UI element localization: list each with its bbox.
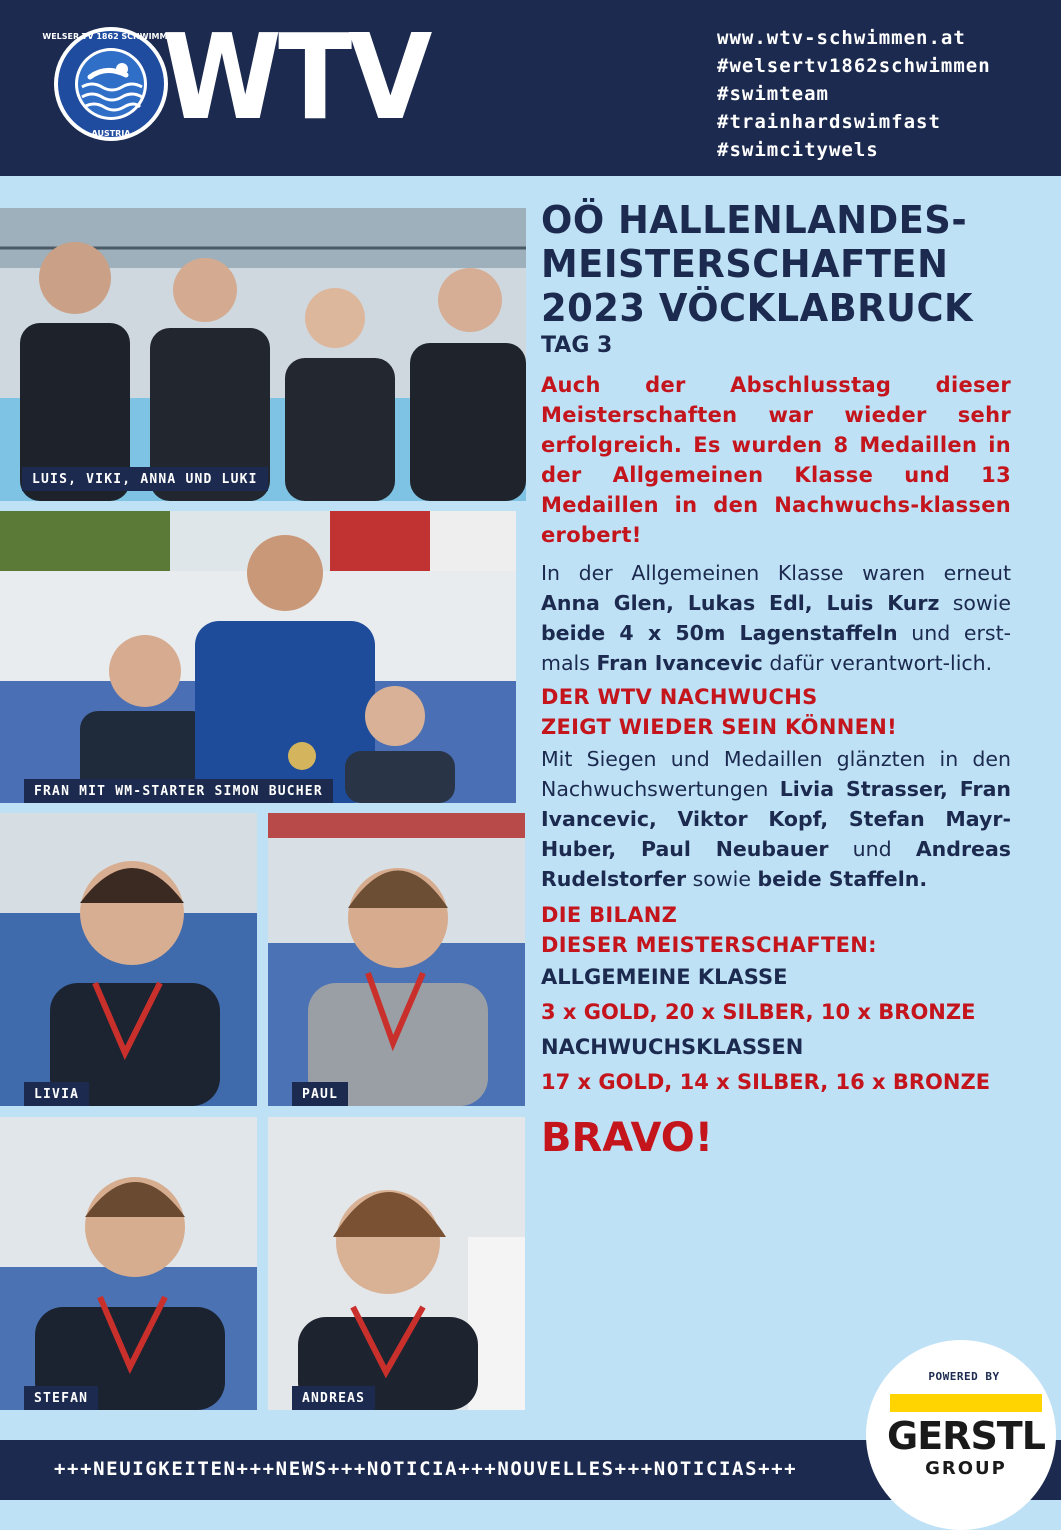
photo-caption: STEFAN [24, 1386, 98, 1410]
seal-ring-text: WELSER TV 1862 SCHWIMMEN [42, 32, 180, 41]
hashtag: #trainhardswimfast [717, 111, 941, 133]
section-heading-youth: DER WTV NACHWUCHS [541, 685, 818, 709]
sponsor-group: GROUP [925, 1458, 1007, 1479]
text-run: sowie [939, 591, 1011, 615]
text-run-bold: Livia Strasser, Fran Ivancevic, Viktor Kopf, Stefan Mayr-Huber, Paul Neubauer [541, 777, 1011, 861]
photo-caption: FRAN MIT WM-STARTER SIMON BUCHER [24, 779, 333, 803]
photo-team-group [0, 208, 526, 501]
club-wordmark: WTV [162, 8, 429, 146]
photo-caption: LIVIA [24, 1082, 89, 1106]
photo-andreas-image [268, 1117, 525, 1410]
text-run: und [828, 837, 916, 861]
photo-andreas [268, 1117, 525, 1410]
photo-stefan [0, 1117, 257, 1410]
article-lead: Auch der Abschlusstag dieser Meisterschaften war wieder sehr erfolgreich. Es wurden 8 Medaillen in der Allgemeinen Klasse und 13 Medaillen in den Nachwuchs-klassen erobert! [541, 373, 1011, 547]
photo-fran-simon [0, 511, 516, 803]
photo-paul [268, 813, 525, 1106]
club-seal-logo [42, 25, 180, 143]
section-heading-results: DIE BILANZ [541, 903, 678, 927]
hashtag: #swimteam [717, 83, 829, 105]
header-banner [0, 0, 1061, 176]
section-heading-youth: ZEIGT WIEDER SEIN KÖNNEN! [541, 715, 897, 739]
article-title-line: OÖ HALLENLANDES- [541, 198, 968, 242]
sponsor-powered-by: POWERED BY [928, 1370, 1000, 1383]
text-run-bold: beide 4 x 50m Lagenstaffeln [541, 621, 898, 645]
photo-team-group-image [0, 208, 526, 501]
text-run-bold: Anna Glen, Lukas Edl, Luis Kurz [541, 591, 940, 615]
photo-livia [0, 813, 257, 1106]
text-run: In der Allgemeinen Klasse waren erneut [541, 561, 1011, 585]
hashtag: #welsertv1862schwimmen [717, 55, 991, 77]
article-title-line: 2023 VÖCKLABRUCK [541, 286, 974, 330]
hashtag-list [717, 24, 1047, 164]
news-ticker-text: +++NEUIGKEITEN+++NEWS+++NOTICIA+++NOUVELLES+++NOTICIAS+++ [54, 1458, 798, 1480]
photo-fran-simon-image [0, 511, 516, 803]
bravo-exclamation: BRAVO! [541, 1115, 714, 1161]
paragraph-general-class [541, 558, 1011, 678]
photo-caption: ANDREAS [292, 1386, 375, 1410]
article-column [541, 198, 1011, 1160]
hashtag: #swimcitywels [717, 139, 879, 161]
sponsor-name: GERSTL [887, 1414, 1045, 1458]
text-run-bold: Andreas Rudelstorfer [541, 837, 1011, 891]
article-title-line: MEISTERSCHAFTEN [541, 242, 949, 286]
stat-value: 17 x GOLD, 14 x SILBER, 16 x BRONZE [541, 1070, 991, 1094]
paragraph-youth [541, 744, 1011, 894]
stats-list [541, 960, 1011, 1100]
stat-value: 3 x GOLD, 20 x SILBER, 10 x BRONZE [541, 1000, 976, 1024]
photo-livia-image [0, 813, 257, 1106]
photo-stefan-image [0, 1117, 257, 1410]
photo-caption: LUIS, VIKI, ANNA UND LUKI [22, 467, 268, 491]
stat-label: ALLGEMEINE KLASSE [541, 965, 788, 989]
website-link[interactable]: www.wtv-schwimmen.at [717, 27, 966, 49]
photo-caption: PAUL [292, 1082, 348, 1106]
sponsor-yellow-bar [890, 1394, 1042, 1412]
text-run: dafür verantwort-lich. [762, 651, 993, 675]
text-run-bold: beide Staffeln. [757, 867, 928, 891]
photo-paul-image [268, 813, 525, 1106]
text-run: und erst-mals [541, 621, 1012, 675]
text-run-bold: Fran Ivancevic [596, 651, 763, 675]
text-run: sowie [686, 867, 758, 891]
section-heading-results: DIESER MEISTERSCHAFTEN: [541, 933, 877, 957]
stat-label: NACHWUCHSKLASSEN [541, 1035, 804, 1059]
sponsor-badge[interactable] [866, 1340, 1056, 1530]
article-subtitle: TAG 3 [541, 333, 613, 358]
seal-ring-bottom-text: AUSTRIA [91, 129, 131, 138]
text-run: Mit Siegen und Medaillen glänzten in den Nachwuchswertungen [541, 747, 1011, 801]
